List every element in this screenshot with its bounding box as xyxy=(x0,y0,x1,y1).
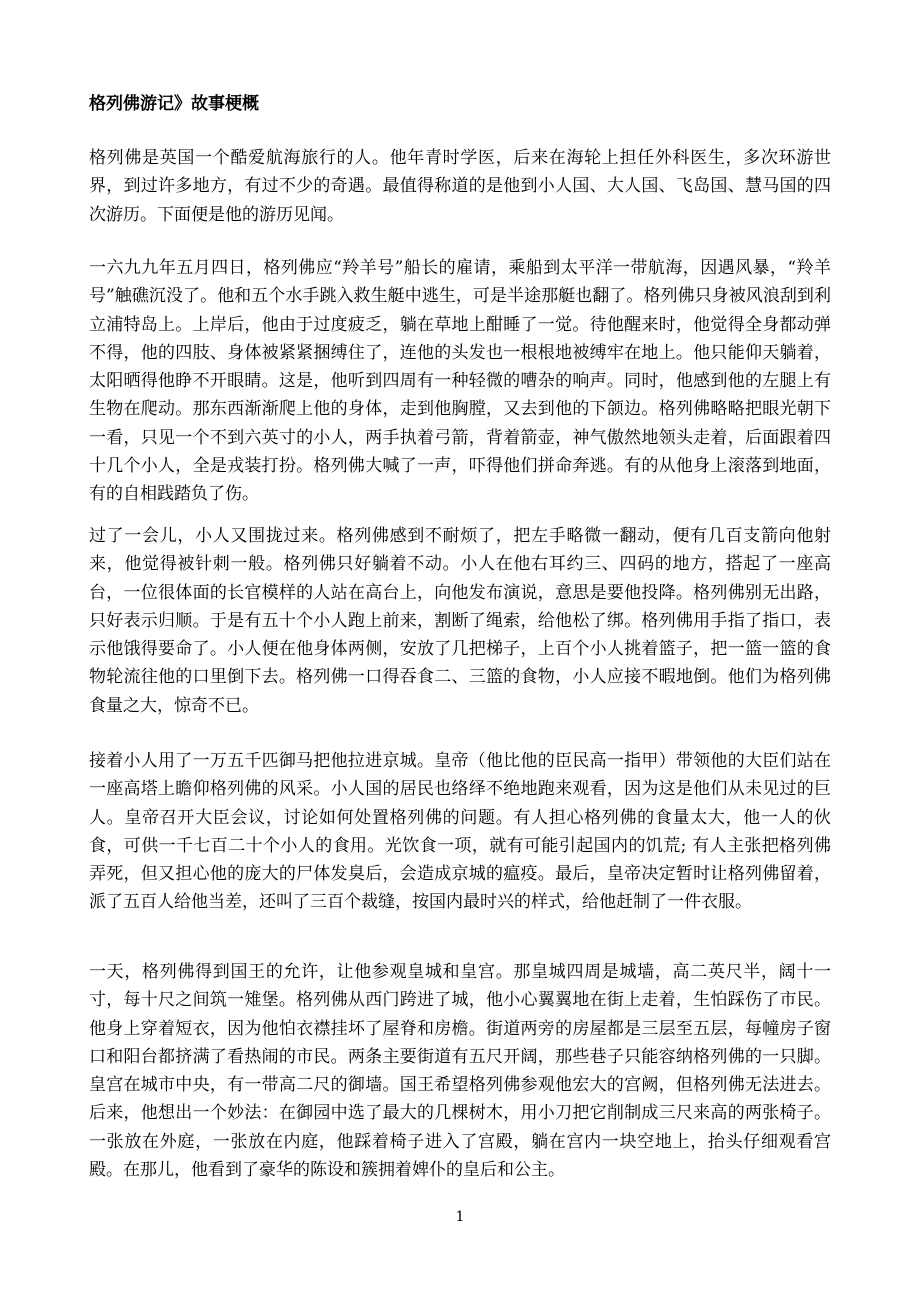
paragraph-introduction: 格列佛是英国一个酷爱航海旅行的人。他年青时学医，后来在海轮上担任外科医生，多次环游世界，到过许多地方，有过不少的奇遇。最值得称道的是他到小人国、大人国、飞岛国、慧马国的四次游历。下面便是他的游历见闻。 xyxy=(89,148,831,225)
paragraph-surrender: 过了一会儿，小人又围拢过来。格列佛感到不耐烦了，把左手略微一翻动，便有几百支箭向他射来，他觉得被针刺一般。格列佛只好躺着不动。小人在他右耳约三、四码的地方，搭起了一座高台，一位很体面的长官模样的人站在高台上，向他发布演说，意思是要他投降。格列佛别无出路，只好表示归顺。于是有五十个小人跑上前来，割断了绳索，给他松了绑。格列佛用手指了指口，表示他饿得要命了。小人便在他身体两侧，安放了几把梯子，上百个小人挑着篮子，把一篮一篮的食物轮流往他的口里倒下去。格列佛一口得吞食二、三篮的食物，小人应接不暇地倒。他们为格列佛食量之大，惊奇不已。 xyxy=(89,526,831,716)
page-number: 1 xyxy=(455,1209,465,1225)
paragraph-palace-visit: 一天，格列佛得到国王的允许，让他参观皇城和皇宫。那皇城四周是城墙，高二英尺半，阔十一寸，每十尺之间筑一雉堡。格列佛从西门跨进了城，他小心翼翼地在街上走着，生怕踩伤了市民。他身上穿着短衣，因为他怕衣襟挂坏了屋脊和房檐。街道两旁的房屋都是三层至五层，每幢房子窗口和阳台都挤满了看热闹的市民。两条主要街道有五尺开阔，那些巷子只能容纳格列佛的一只脚。皇宫在城市中央，有一带高二尺的御墙。国王希望格列佛参观他宏大的宫阙，但格列佛无法进去。后来，他想出一个妙法：在御园中选了最大的几棵树木，用小刀把它削制成三尺来高的两张椅子。一张放在外庭，一张放在内庭，他踩着椅子进入了宫殿，躺在宫内一块空地上，抬头仔细观看宫殿。在那儿，他看到了豪华的陈设和簇拥着婢仆的皇后和公主。 xyxy=(89,962,831,1181)
paragraph-capital: 接着小人用了一万五千匹御马把他拉进京城。皇帝（他比他的臣民高一指甲）带领他的大臣们站在一座高塔上瞻仰格列佛的风采。小人国的居民也络绎不绝地跑来观看，因为这是他们从未见过的巨人。皇帝召开大臣会议，讨论如何处置格列佛的问题。有人担心格列佛的食量太大，他一人的伙食，可供一千七百二十个小人的食用。光饮食一项，就有可能引起国内的饥荒; 有人主张把格列佛弄死，但又担心他的庞大的尸体发臭后，会造成京城的瘟疫。最后，皇帝决定暂时让格列佛留着，派了五百人给他当差，还叫了三百个裁缝，按国内最时兴的样式，给他赶制了一件衣服。 xyxy=(89,751,831,913)
document-title: 格列佛游记》故事梗概 xyxy=(89,94,259,114)
paragraph-shipwreck: 一六九九年五月四日，格列佛应“羚羊号”船长的雇请，乘船到太平洋一带航海，因遇风暴，“羚羊号”触礁沉没了。他和五个水手跳入救生艇中逃生，可是半途那艇也翻了。格列佛只身被风浪刮到利立浦特岛上。上岸后，他由于过度疲乏，躺在草地上酣睡了一觉。待他醒来时，他觉得全身都动弹不得，他的四肢、身体被紧紧捆缚住了，连他的头发也一根根地被缚牢在地上。他只能仰天躺着，太阳晒得他睁不开眼睛。这是，他听到四周有一种轻微的嘈杂的响声。同时，他感到他的左腿上有生物在爬动。那东西渐渐爬上他的身体，走到他胸膛，又去到他的下颌边。格列佛略略把眼光朝下一看，只见一个不到六英寸的小人，两手执着弓箭，背着箭壶，神气傲然地领头走着，后面跟着四十几个小人，全是戎装打扮。格列佛大喊了一声，吓得他们拼命奔逃。有的从他身上滚落到地面，有的自相践踏负了伤。 xyxy=(89,258,831,505)
